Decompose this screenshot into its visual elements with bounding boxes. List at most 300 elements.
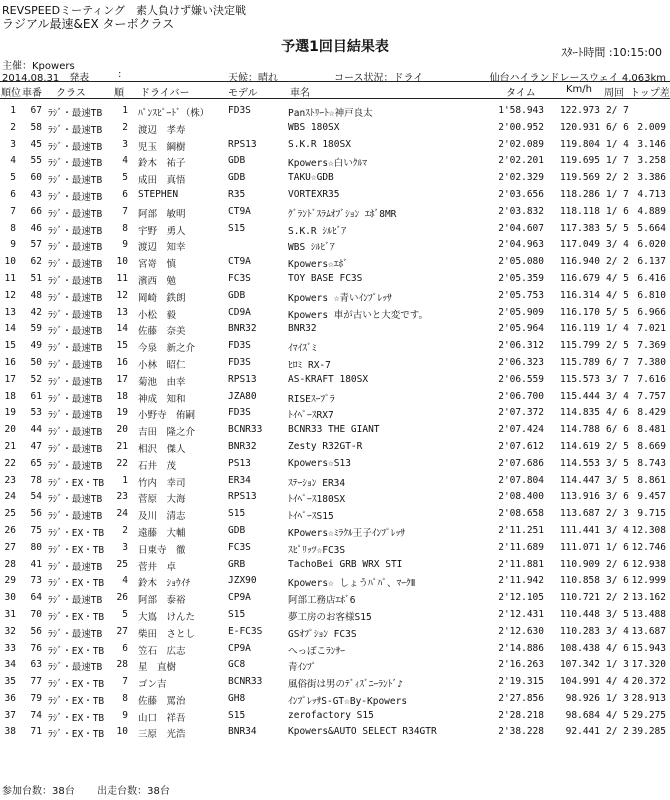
table-row [0, 523, 670, 540]
cell-position: 8 [10, 222, 16, 234]
table-row [0, 120, 670, 137]
cell-speed: 117.383 [559, 222, 600, 234]
cell-class: ﾗｼﾞ・最速TB [48, 393, 103, 405]
cell-model: BCNR33 [228, 424, 263, 436]
cell-model: GDB [228, 172, 246, 184]
cell-class-order: 11 [116, 272, 128, 284]
cell-speed: 110.448 [559, 608, 600, 620]
cell-position: 31 [4, 608, 16, 620]
col-speed: Km/h [566, 84, 593, 95]
cell-gap-to-top: 39.285 [631, 726, 666, 738]
cell-lap-time: 2'00.952 [498, 121, 544, 133]
cell-class: ﾗｼﾞ・最速TB [48, 158, 103, 170]
col-model: モデル [228, 88, 258, 99]
cell-position: 21 [4, 440, 16, 452]
cell-car-name: ｽﾋﾟﾘｯﾂ☆FC3S [288, 544, 346, 556]
cell-car-name: ﾄｲﾍﾟｰｽ180SX [288, 494, 346, 506]
cell-position: 32 [4, 625, 16, 637]
cell-model: RPS13 [228, 491, 257, 503]
class-title: ラジアル最速&EX ターボクラス [2, 17, 175, 31]
cell-speed: 119.569 [559, 172, 600, 184]
cell-speed: 111.071 [559, 541, 600, 553]
cell-speed: 114.788 [559, 424, 600, 436]
table-row [0, 439, 670, 456]
cell-speed: 92.441 [565, 726, 600, 738]
cell-model: FC3S [228, 541, 251, 553]
cell-position: 13 [4, 306, 16, 318]
cell-speed: 110.283 [559, 625, 600, 637]
cell-lap-time: 2'02.201 [498, 155, 544, 167]
cell-laps: 3/ 6 [606, 575, 629, 587]
cell-model: RPS13 [228, 373, 257, 385]
cell-position: 4 [10, 155, 16, 167]
cell-lap-time: 2'11.881 [498, 558, 544, 570]
cell-gap-to-top: 8.743 [637, 457, 666, 469]
cell-car-number: 48 [30, 289, 42, 301]
cell-laps: 4/ 5 [606, 272, 629, 284]
cell-model: GH8 [228, 692, 246, 704]
cell-gap-to-top: 13.162 [631, 592, 666, 604]
cell-gap-to-top: 7.757 [637, 390, 666, 402]
cell-lap-time: 2'05.359 [498, 272, 544, 284]
cell-class-order: 3 [122, 138, 128, 150]
cell-class-order: 7 [122, 205, 128, 217]
cell-speed: 116.170 [559, 306, 600, 318]
cell-model: CP9A [228, 592, 251, 604]
cell-speed: 104.991 [559, 676, 600, 688]
col-driver: ドライバー [140, 88, 190, 99]
cell-class: ﾗｼﾞ・最速TB [48, 427, 103, 439]
cell-speed: 110.909 [559, 558, 600, 570]
cell-model: FD3S [228, 340, 251, 352]
cell-position: 28 [4, 558, 16, 570]
cell-car-number: 74 [30, 709, 42, 721]
cell-lap-time: 2'06.323 [498, 356, 544, 368]
cell-gap-to-top: 6.020 [637, 239, 666, 251]
cell-gap-to-top: 20.372 [631, 676, 666, 688]
cell-model: JZX90 [228, 575, 257, 587]
cell-class: ﾗｼﾞ・最速TB [48, 191, 103, 203]
cell-class: ﾗｼﾞ・最速TB [48, 225, 103, 237]
cell-class: ﾗｼﾞ・EX・TB [48, 695, 105, 707]
cell-class-order: 5 [122, 608, 128, 620]
cell-model: RPS13 [228, 138, 257, 150]
cell-car-number: 56 [30, 625, 42, 637]
cell-position: 38 [4, 726, 16, 738]
table-row [0, 708, 670, 725]
cell-laps: 1/ 7 [606, 188, 629, 200]
cell-lap-time: 2'03.832 [498, 205, 544, 217]
col-class: クラス [56, 88, 86, 99]
cell-car-name: ﾄｲﾍﾟｰｽS15 [288, 511, 334, 523]
cell-class: ﾗｼﾞ・最速TB [48, 141, 103, 153]
cell-class: ﾗｼﾞ・最速TB [48, 326, 103, 338]
cell-laps: 2/ 5 [606, 440, 629, 452]
cell-gap-to-top: 4.713 [637, 188, 666, 200]
cell-laps: 3/ 7 [606, 373, 629, 385]
cell-car-number: 57 [30, 239, 42, 251]
cell-gap-to-top: 12.746 [631, 541, 666, 553]
cell-driver: 菊池 由幸 [138, 376, 186, 388]
cell-car-number: 64 [30, 592, 42, 604]
cell-laps: 1/ 7 [606, 155, 629, 167]
cell-gap-to-top: 7.616 [637, 373, 666, 385]
cell-speed: 114.553 [559, 457, 600, 469]
cell-lap-time: 2'11.689 [498, 541, 544, 553]
cell-position: 29 [4, 575, 16, 587]
cell-car-name: Kpowers☆ しょうﾊﾟﾊﾟ、ﾏｰｸⅡ [288, 578, 416, 590]
cell-car-name: BCNR33 THE GIANT [288, 424, 380, 436]
table-row [0, 221, 670, 238]
cell-car-name: TachoBei GRB WRX STI [288, 558, 403, 570]
cell-driver: 山口 祥吾 [138, 712, 186, 724]
cell-laps: 2/ 2 [606, 172, 629, 184]
cell-class: ﾗｼﾞ・最速TB [48, 460, 103, 472]
cell-model: FD3S [228, 407, 251, 419]
cell-car-number: 41 [30, 558, 42, 570]
cell-model: S15 [228, 608, 246, 620]
cell-car-number: 75 [30, 524, 42, 536]
cell-car-number: 53 [30, 407, 42, 419]
cell-lap-time: 2'28.218 [498, 709, 544, 721]
cell-driver: 阿部 泰裕 [138, 595, 186, 607]
cell-class-order: 28 [116, 659, 128, 671]
cell-car-number: 50 [30, 356, 42, 368]
cell-laps: 1/ 4 [606, 138, 629, 150]
cell-model: GDB [228, 524, 246, 536]
cell-laps: 1/ 3 [606, 659, 629, 671]
cell-lap-time: 2'07.686 [498, 457, 544, 469]
cell-laps: 4/ 6 [606, 642, 629, 654]
col-pos: 順位 [1, 88, 21, 99]
cell-driver: 小林 昭仁 [138, 359, 186, 371]
cell-car-name: ｲﾏｲｽﾞﾐ [288, 343, 317, 355]
cell-lap-time: 2'04.963 [498, 239, 544, 251]
cell-car-name: S.K.R ｼﾙﾋﾞｱ [288, 225, 347, 237]
cell-car-number: 62 [30, 256, 42, 268]
cell-speed: 114.447 [559, 474, 600, 486]
cell-car-number: 61 [30, 390, 42, 402]
cell-driver: 菅原 大海 [138, 494, 186, 506]
cell-driver: 遠藤 大輔 [138, 527, 186, 539]
start-time-label: ｽﾀｰﾄ時間 [561, 46, 606, 59]
cell-class: ﾗｼﾞ・最速TB [48, 662, 103, 674]
cell-laps: 4/ 5 [606, 289, 629, 301]
cell-driver: 鈴木 ｼｮｳｲﾁ [138, 578, 191, 590]
cell-gap-to-top: 13.687 [631, 625, 666, 637]
table-row [0, 607, 670, 624]
cell-laps: 2/ 5 [606, 340, 629, 352]
cell-gap-to-top: 6.416 [637, 272, 666, 284]
cell-car-name: 夢工房のお客様S15 [288, 611, 372, 623]
cell-car-name: Kpowers☆S13 [288, 457, 351, 469]
cell-car-name: WBS 180SX [288, 121, 340, 133]
cell-speed: 110.858 [559, 575, 600, 587]
cell-speed: 113.687 [559, 508, 600, 520]
cell-speed: 120.931 [559, 121, 600, 133]
cell-position: 19 [4, 407, 16, 419]
cell-car-number: 77 [30, 676, 42, 688]
cell-lap-time: 1'58.943 [498, 105, 544, 116]
cell-position: 2 [10, 121, 16, 133]
col-no: 車番 [22, 88, 42, 99]
cell-position: 15 [4, 340, 16, 352]
participant-count: 参加台数：38台 [2, 786, 75, 797]
cell-car-name: Kpowers 車が古いと大変です。 [288, 309, 428, 321]
cell-driver: 鈴木 祐子 [138, 158, 186, 170]
col-gap: トップ差 [630, 88, 670, 99]
table-row [0, 657, 670, 674]
cell-car-number: 45 [30, 138, 42, 150]
cell-position: 6 [10, 188, 16, 200]
cell-gap-to-top: 12.999 [631, 575, 666, 587]
cell-laps: 2/ 2 [606, 256, 629, 268]
cell-gap-to-top: 9.715 [637, 508, 666, 520]
cell-class: ﾗｼﾞ・最速TB [48, 359, 103, 371]
cell-class-order: 10 [116, 256, 128, 268]
cell-driver: 阿部 敏明 [138, 208, 186, 220]
cell-class-order: 6 [122, 188, 128, 200]
cell-driver: 児玉 綱樹 [138, 141, 186, 153]
cell-speed: 116.679 [559, 272, 600, 284]
cell-lap-time: 2'08.658 [498, 508, 544, 520]
cell-driver: 今泉 新之介 [138, 343, 196, 355]
page-title: 予選1回目結果表 [281, 39, 389, 55]
cell-class-order: 19 [116, 407, 128, 419]
cell-speed: 118.286 [559, 188, 600, 200]
cell-position: 27 [4, 541, 16, 553]
cell-class: ﾗｼﾞ・最速TB [48, 511, 103, 523]
cell-driver: 竹内 幸司 [138, 477, 186, 489]
cell-class-order: 26 [116, 592, 128, 604]
cell-model: GDB [228, 155, 246, 167]
cell-class-order: 23 [116, 491, 128, 503]
cell-speed: 114.835 [559, 407, 600, 419]
table-row [0, 489, 670, 506]
cell-class: ﾗｼﾞ・最速TB [48, 595, 103, 607]
cell-car-name: Panｽﾄﾘｰﾄ☆神戸良太 [288, 108, 373, 119]
cell-driver: 宇野 勇人 [138, 225, 186, 237]
cell-car-number: 54 [30, 491, 42, 503]
cell-lap-time: 2'02.089 [498, 138, 544, 150]
cell-class: ﾗｼﾞ・EX・TB [48, 477, 105, 489]
cell-car-number: 59 [30, 323, 42, 335]
cell-driver: 菅井 卓 [138, 561, 177, 573]
cell-class-order: 21 [116, 440, 128, 452]
table-row [0, 305, 670, 322]
cell-laps: 2/ 7 [606, 105, 629, 116]
table-row [0, 590, 670, 607]
cell-model: CT9A [228, 256, 251, 268]
cell-class: ﾗｼﾞ・最速TB [48, 561, 103, 573]
cell-position: 30 [4, 592, 16, 604]
cell-car-name: ｽﾃｰｼｮﾝ ER34 [288, 477, 346, 489]
cell-lap-time: 2'12.431 [498, 608, 544, 620]
cell-laps: 1/ 6 [606, 541, 629, 553]
cell-gap-to-top: 8.429 [637, 407, 666, 419]
cell-driver: 成田 真悟 [138, 175, 186, 187]
cell-lap-time: 2'19.315 [498, 676, 544, 688]
cell-speed: 108.438 [559, 642, 600, 654]
cell-model: CD9A [228, 306, 251, 318]
cell-lap-time: 2'07.424 [498, 424, 544, 436]
cell-model: R35 [228, 188, 246, 200]
cell-gap-to-top: 6.810 [637, 289, 666, 301]
event-name: REVSPEEDミーティング 素人負けず嫌い決定戦 [2, 4, 247, 17]
cell-laps: 2/ 3 [606, 508, 629, 520]
cell-model: BNR32 [228, 323, 257, 335]
cell-laps: 4/ 5 [606, 709, 629, 721]
cell-class-order: 4 [122, 575, 128, 587]
organizer: 主催：Kpowers [2, 61, 75, 72]
cell-car-name: ｸﾞﾗﾝﾄﾞｽﾗﾑｵﾌﾞｼｮﾝ ｴﾎﾞ8MR [288, 208, 397, 220]
cell-gap-to-top: 12.308 [631, 524, 666, 536]
cell-gap-to-top: 7.380 [637, 356, 666, 368]
cell-class: ﾗｼﾞ・EX・TB [48, 645, 105, 657]
table-row [0, 254, 670, 271]
cell-position: 34 [4, 659, 16, 671]
cell-class: ﾗｼﾞ・最速TB [48, 443, 103, 455]
cell-driver: ゴン吉 [138, 679, 167, 691]
cell-gap-to-top: 7.021 [637, 323, 666, 335]
cell-driver: 三原 光浩 [138, 729, 186, 741]
cell-laps: 3/ 4 [606, 239, 629, 251]
cell-lap-time: 2'05.080 [498, 256, 544, 268]
cell-class-order: 22 [116, 457, 128, 469]
cell-position: 5 [10, 172, 16, 184]
cell-car-number: 67 [30, 105, 42, 116]
cell-position: 36 [4, 692, 16, 704]
cell-class-order: 27 [116, 625, 128, 637]
cell-class: ﾗｼﾞ・最速TB [48, 376, 103, 388]
cell-car-number: 52 [30, 373, 42, 385]
cell-lap-time: 2'06.559 [498, 373, 544, 385]
table-row [0, 237, 670, 254]
table-row [0, 271, 670, 288]
cell-car-number: 49 [30, 340, 42, 352]
cell-car-name: Kpowers ☆青いｲﾝﾌﾟﾚｯｻ [288, 292, 392, 304]
cell-gap-to-top: 2.009 [637, 121, 666, 133]
cell-class-order: 17 [116, 373, 128, 385]
cell-class-order: 13 [116, 306, 128, 318]
cell-position: 3 [10, 138, 16, 150]
cell-laps: 6/ 7 [606, 356, 629, 368]
cell-model: BNR32 [228, 440, 257, 452]
cell-model: E-FC3S [228, 625, 263, 637]
cell-speed: 118.118 [559, 205, 600, 217]
start-time-value: :10:15:00 [608, 46, 662, 59]
cell-driver: 大嶌 けんた [138, 611, 196, 623]
cell-class: ﾗｼﾞ・最速TB [48, 175, 103, 187]
cell-driver: 相沢 傑人 [138, 443, 186, 455]
cell-position: 18 [4, 390, 16, 402]
cell-car-name: GSｵﾌﾟｼｮﾝ FC3S [288, 628, 357, 640]
table-row [0, 473, 670, 490]
cell-class: ﾗｼﾞ・EX・TB [48, 679, 105, 691]
header-divider-bottom [0, 98, 670, 99]
cell-class: ﾗｼﾞ・最速TB [48, 309, 103, 321]
cell-driver: 吉田 隆之介 [138, 427, 196, 439]
cell-model: JZA80 [228, 390, 257, 402]
cell-gap-to-top: 9.457 [637, 491, 666, 503]
cell-model: FC3S [228, 272, 251, 284]
cell-position: 16 [4, 356, 16, 368]
cell-model: CP9A [228, 642, 251, 654]
cell-lap-time: 2'12.630 [498, 625, 544, 637]
cell-car-number: 51 [30, 272, 42, 284]
cell-driver: 岡崎 鉄朗 [138, 292, 186, 304]
table-row [0, 204, 670, 221]
cell-class: ﾗｼﾞ・最速TB [48, 242, 103, 254]
table-row [0, 422, 670, 439]
circuit-name: 仙台ハイランドレースウェイ 4.063km [489, 73, 666, 84]
cell-position: 14 [4, 323, 16, 335]
cell-car-number: 76 [30, 642, 42, 654]
cell-car-number: 43 [30, 188, 42, 200]
cell-car-name: TAKU☆GDB [288, 172, 334, 184]
cell-car-number: 42 [30, 306, 42, 318]
cell-laps: 3/ 6 [606, 491, 629, 503]
cell-class: ﾗｼﾞ・最速TB [48, 628, 103, 640]
cell-driver: 渡辺 知幸 [138, 242, 186, 254]
cell-model: BNR34 [228, 726, 257, 738]
cell-car-number: 47 [30, 440, 42, 452]
cell-class-order: 8 [122, 222, 128, 234]
cell-class-order: 16 [116, 356, 128, 368]
separator-colon: : [118, 69, 122, 80]
cell-laps: 3/ 4 [606, 625, 629, 637]
cell-car-number: 73 [30, 575, 42, 587]
cell-car-number: 58 [30, 121, 42, 133]
cell-car-name: KPowers☆ﾐﾗｸﾙ王子ｲﾝﾌﾟﾚｯｻ [288, 527, 406, 539]
cell-class-order: 18 [116, 390, 128, 402]
cell-gap-to-top: 8.861 [637, 474, 666, 486]
cell-speed: 122.973 [559, 105, 600, 116]
cell-model: GRB [228, 558, 246, 570]
cell-position: 9 [10, 239, 16, 251]
cell-driver: 宮嵜 慎 [138, 259, 177, 271]
cell-speed: 111.441 [559, 524, 600, 536]
cell-car-name: Kpowers☆ｴﾎﾞ [288, 259, 349, 271]
cell-class: ﾗｼﾞ・最速TB [48, 108, 103, 119]
cell-gap-to-top: 3.146 [637, 138, 666, 150]
table-row [0, 170, 670, 187]
cell-car-number: 70 [30, 608, 42, 620]
cell-driver: 佐藤 奈美 [138, 326, 186, 338]
col-car: 車名 [290, 88, 310, 99]
cell-gap-to-top: 12.938 [631, 558, 666, 570]
cell-class-order: 20 [116, 424, 128, 436]
table-row [0, 321, 670, 338]
cell-speed: 115.573 [559, 373, 600, 385]
cell-car-number: 44 [30, 424, 42, 436]
cell-speed: 114.619 [559, 440, 600, 452]
results-table [0, 103, 670, 741]
cell-lap-time: 2'03.656 [498, 188, 544, 200]
cell-speed: 98.926 [565, 692, 600, 704]
cell-lap-time: 2'14.886 [498, 642, 544, 654]
cell-class-order: 24 [116, 508, 128, 520]
cell-driver: ﾊﾟﾝｽﾋﾟｰﾄﾞ（株） [138, 108, 210, 119]
cell-position: 7 [10, 205, 16, 217]
cell-driver: 日東寺 徹 [138, 544, 186, 556]
cell-position: 23 [4, 474, 16, 486]
cell-speed: 110.721 [559, 592, 600, 604]
cell-car-number: 46 [30, 222, 42, 234]
cell-position: 20 [4, 424, 16, 436]
table-row [0, 573, 670, 590]
cell-gap-to-top: 4.889 [637, 205, 666, 217]
